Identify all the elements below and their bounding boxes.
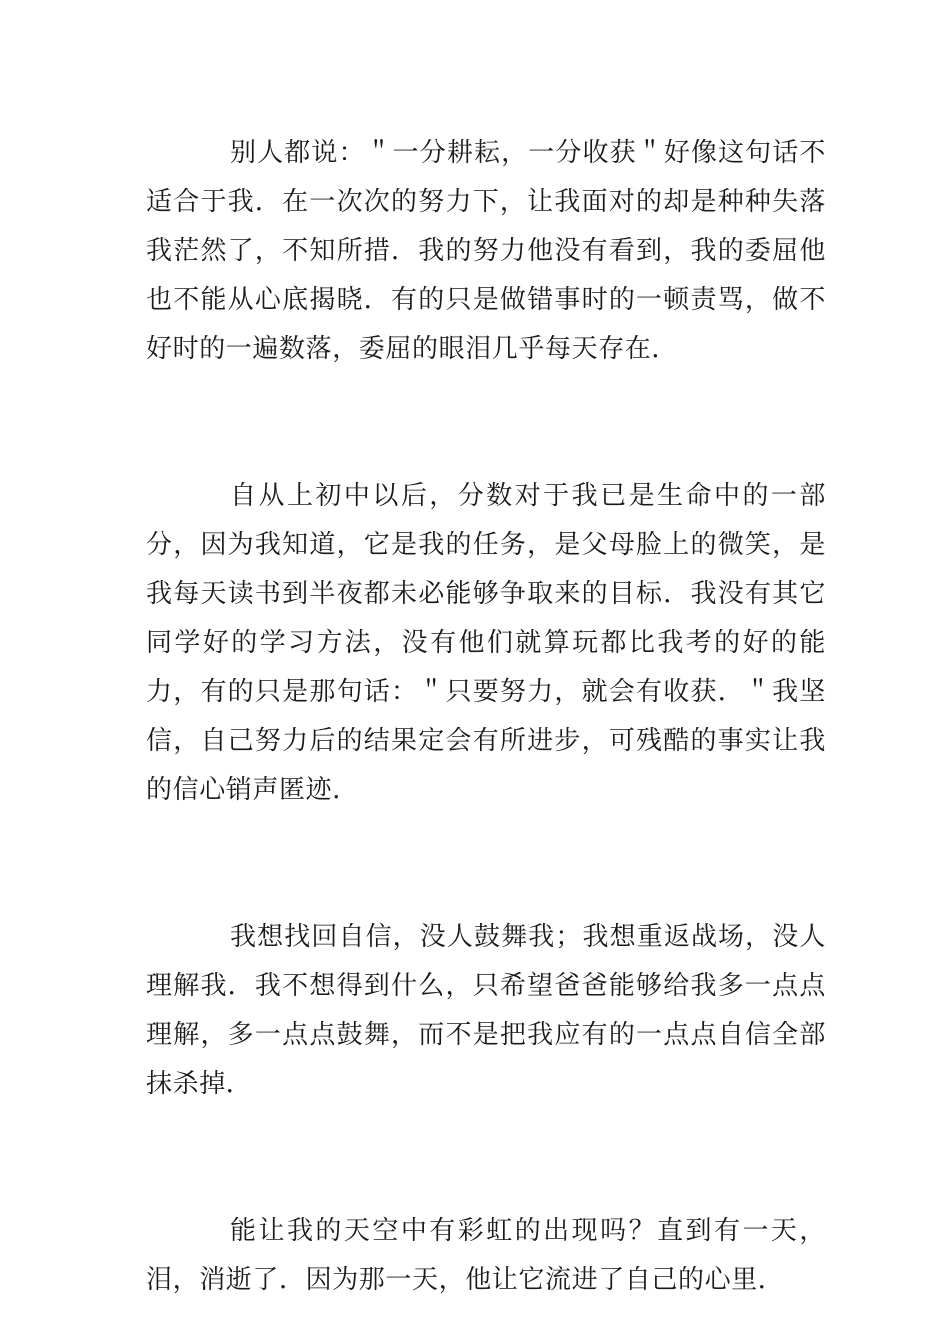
paragraph-4: 能让我的天空中有彩虹的出现吗？直到有一天，泪，消逝了．因为那一天，他让它流进了自己的心里． — [146, 1216, 826, 1295]
document-body — [146, 129, 826, 1305]
paragraph-1: 别人都说：＂一分耕耘，一分收获＂好像这句话不适合于我．在一次次的努力下，让我面对的却是种种失落我茫然了，不知所措．我的努力他没有看到，我的委屈他也不能从心底揭晓．有的只是做错事时的一顿责骂，做不好时的一遍数落，委屈的眼泪几乎每天存在． — [146, 138, 826, 364]
paragraph-3: 我想找回自信，没人鼓舞我；我想重返战场，没人理解我．我不想得到什么，只希望爸爸能够给我多一点点理解，多一点点鼓舞，而不是把我应有的一点点自信全部抹杀掉． — [146, 922, 826, 1099]
paragraph-2: 自从上初中以后，分数对于我已是生命中的一部分，因为我知道，它是我的任务，是父母脸上的微笑，是我每天读书到半夜都未必能够争取来的目标．我没有其它同学好的学习方法，没有他们就算玩都比我考的好的能力，有的只是那句话：＂只要努力，就会有收获．＂我坚信，自己努力后的结果定会有所进步，可残酷的事实让我的信心销声匿迹． — [146, 481, 826, 805]
